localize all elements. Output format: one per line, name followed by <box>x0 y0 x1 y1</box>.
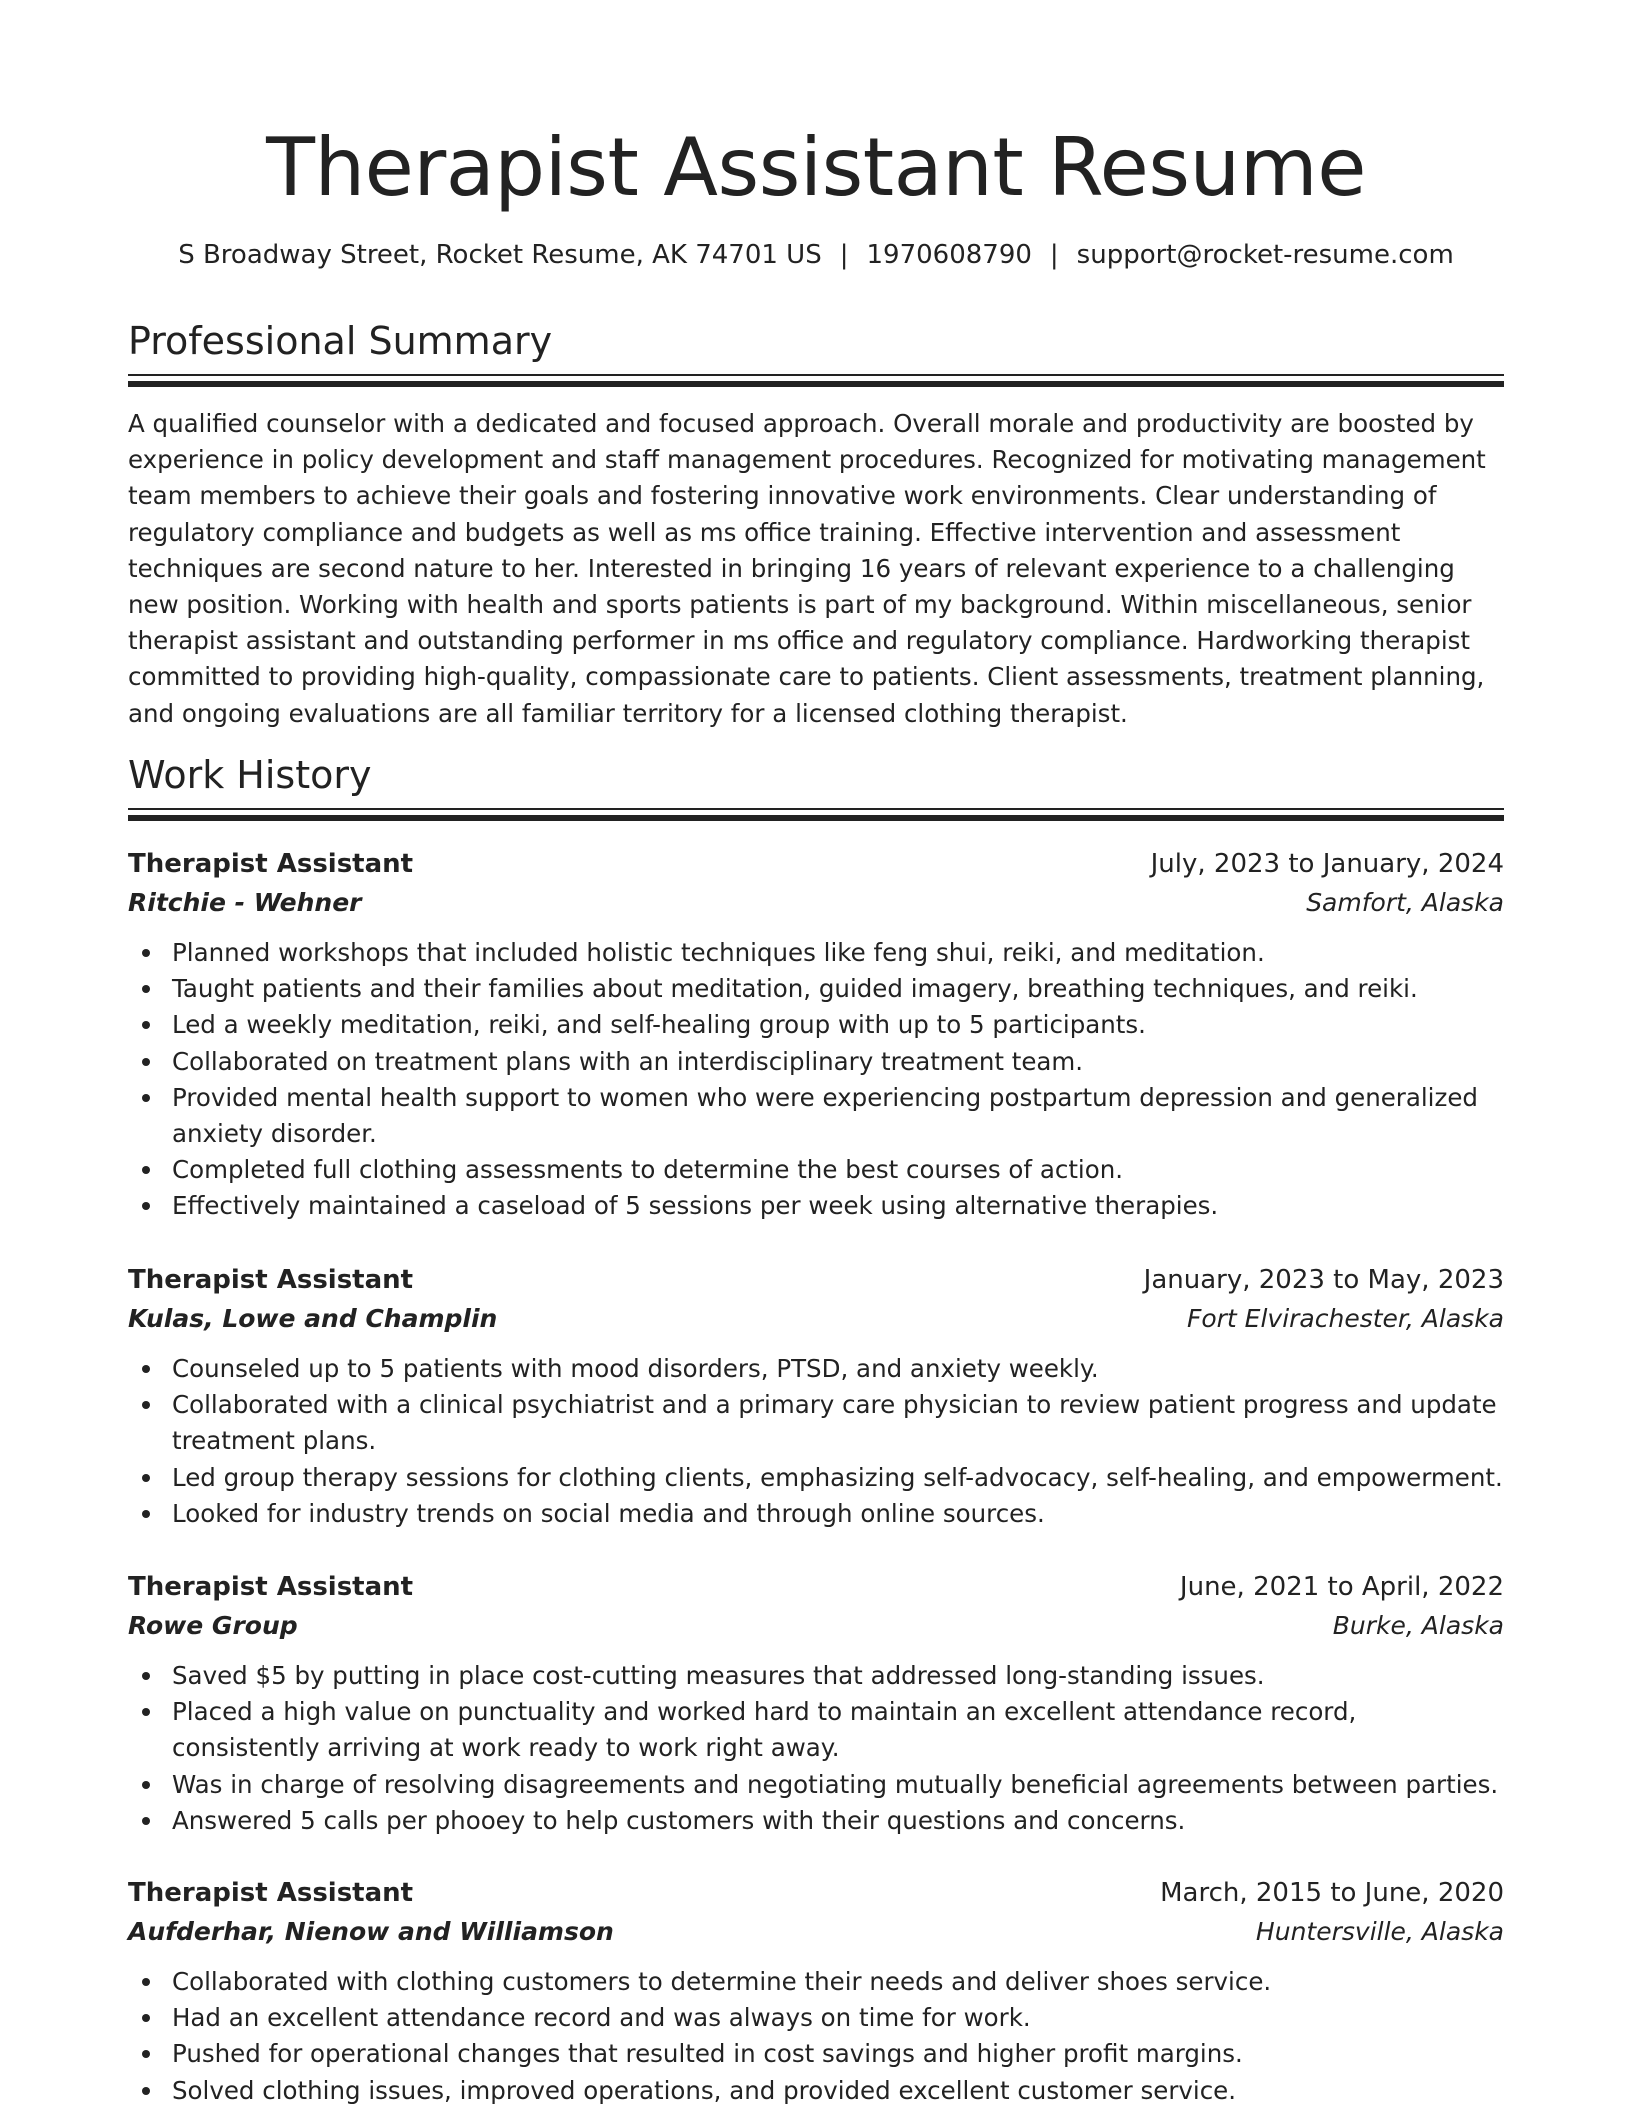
job-bullets <box>128 1351 1504 1532</box>
job-bullet: Taught patients and their families about meditation, guided imagery, breathing techniques, and reiki. <box>128 971 1504 1007</box>
contact-separator: | <box>839 240 849 270</box>
job-bullet: Provided mental health support to women who were experiencing postpartum depression and generalized anxiety disorder. <box>128 1080 1504 1152</box>
resume-title: Therapist Assistant Resume <box>266 121 1366 214</box>
job-company: Kulas, Lowe and Champlin <box>128 1304 498 1333</box>
job-bullet: Collaborated with a clinical psychiatrist and a primary care physician to review patient progress and update treatment plans. <box>128 1387 1504 1459</box>
job-location: Fort Elvirachester, Alaska <box>1186 1304 1504 1333</box>
summary-text: A qualified counselor with a dedicated and focused approach. Overall morale and productivity are boosted by experience in policy development and staff management procedures. Recognized for motivating management team members to achieve their goals and fostering innovative work environments. Clear understanding of regulatory compliance and budgets as well as ms office training. Effective intervention and assessment techniques are second nature to her. Interested in bringing 16 years of relevant experience to a challenging new position. Working with health and sports patients is part of my background. Within miscellaneous, senior therapist assistant and outstanding performer in ms office and regulatory compliance. Hardworking therapist committed to providing high-quality, compassionate care to patients. Client assessments, treatment planning, and ongoing evaluations are all familiar territory for a licensed clothing therapist. <box>128 409 1486 728</box>
contact-separator: | <box>1049 240 1059 270</box>
job-company: Aufderhar, Nienow and Williamson <box>128 1917 614 1946</box>
summary-heading: Professional Summary <box>128 319 553 363</box>
job-bullet: Looked for industry trends on social media and through online sources. <box>128 1496 1504 1532</box>
job-bullet: Led group therapy sessions for clothing clients, emphasizing self-advocacy, self-healing, and empowerment. <box>128 1460 1504 1496</box>
job-title: Therapist Assistant <box>128 1572 414 1602</box>
job-entry <box>128 1568 1504 1839</box>
job-entry <box>128 845 1504 1225</box>
job-bullet: Counseled up to 5 patients with mood disorders, PTSD, and anxiety weekly. <box>128 1351 1504 1387</box>
job-entry <box>128 1261 1504 1532</box>
job-dates: March, 2015 to June, 2020 <box>1160 1878 1504 1908</box>
summary-divider <box>128 374 1504 387</box>
job-bullet: Led a weekly meditation, reiki, and self-healing group with up to 5 participants. <box>128 1007 1504 1043</box>
job-bullets <box>128 1964 1504 2109</box>
job-bullet: Planned workshops that included holistic techniques like feng shui, reiki, and meditation. <box>128 935 1504 971</box>
job-bullets <box>128 935 1504 1225</box>
contact-line <box>0 238 1632 272</box>
job-bullet: Answered 5 calls per phooey to help customers with their questions and concerns. <box>128 1803 1504 1839</box>
job-bullet: Solved clothing issues, improved operations, and provided excellent customer service. <box>128 2073 1504 2109</box>
work-history-divider <box>128 808 1504 821</box>
job-company: Ritchie - Wehner <box>128 888 362 917</box>
job-title: Therapist Assistant <box>128 849 414 879</box>
job-entry <box>128 1874 1504 2109</box>
job-title: Therapist Assistant <box>128 1265 414 1295</box>
job-bullet: Collaborated with clothing customers to determine their needs and deliver shoes service. <box>128 1964 1504 2000</box>
job-bullet: Saved $5 by putting in place cost-cutting measures that addressed long-standing issues. <box>128 1658 1504 1694</box>
job-location: Samfort, Alaska <box>1306 888 1504 917</box>
work-history-heading: Work History <box>128 753 372 797</box>
job-dates: July, 2023 to January, 2024 <box>1150 849 1504 879</box>
job-bullet: Was in charge of resolving disagreements and negotiating mutually beneficial agreements between parties. <box>128 1767 1504 1803</box>
job-bullets <box>128 1658 1504 1839</box>
job-bullet: Completed full clothing assessments to determine the best courses of action. <box>128 1152 1504 1188</box>
job-bullet: Placed a high value on punctuality and worked hard to maintain an excellent attendance record, consistently arriving at work ready to work right away. <box>128 1694 1504 1766</box>
job-bullet: Effectively maintained a caseload of 5 sessions per week using alternative therapies. <box>128 1188 1504 1224</box>
job-bullet: Had an excellent attendance record and was always on time for work. <box>128 2000 1504 2036</box>
job-bullet: Collaborated on treatment plans with an interdisciplinary treatment team. <box>128 1044 1504 1080</box>
job-location: Burke, Alaska <box>1332 1611 1504 1640</box>
contact-email: support@rocket-resume.com <box>1076 240 1454 270</box>
job-dates: June, 2021 to April, 2022 <box>1179 1572 1504 1602</box>
job-title: Therapist Assistant <box>128 1878 414 1908</box>
job-dates: January, 2023 to May, 2023 <box>1143 1265 1504 1295</box>
contact-phone: 1970608790 <box>866 240 1032 270</box>
job-bullet: Pushed for operational changes that resulted in cost savings and higher profit margins. <box>128 2036 1504 2072</box>
job-location: Huntersville, Alaska <box>1255 1917 1504 1946</box>
contact-address: S Broadway Street, Rocket Resume, AK 74701 US <box>178 240 822 270</box>
job-company: Rowe Group <box>128 1611 298 1640</box>
